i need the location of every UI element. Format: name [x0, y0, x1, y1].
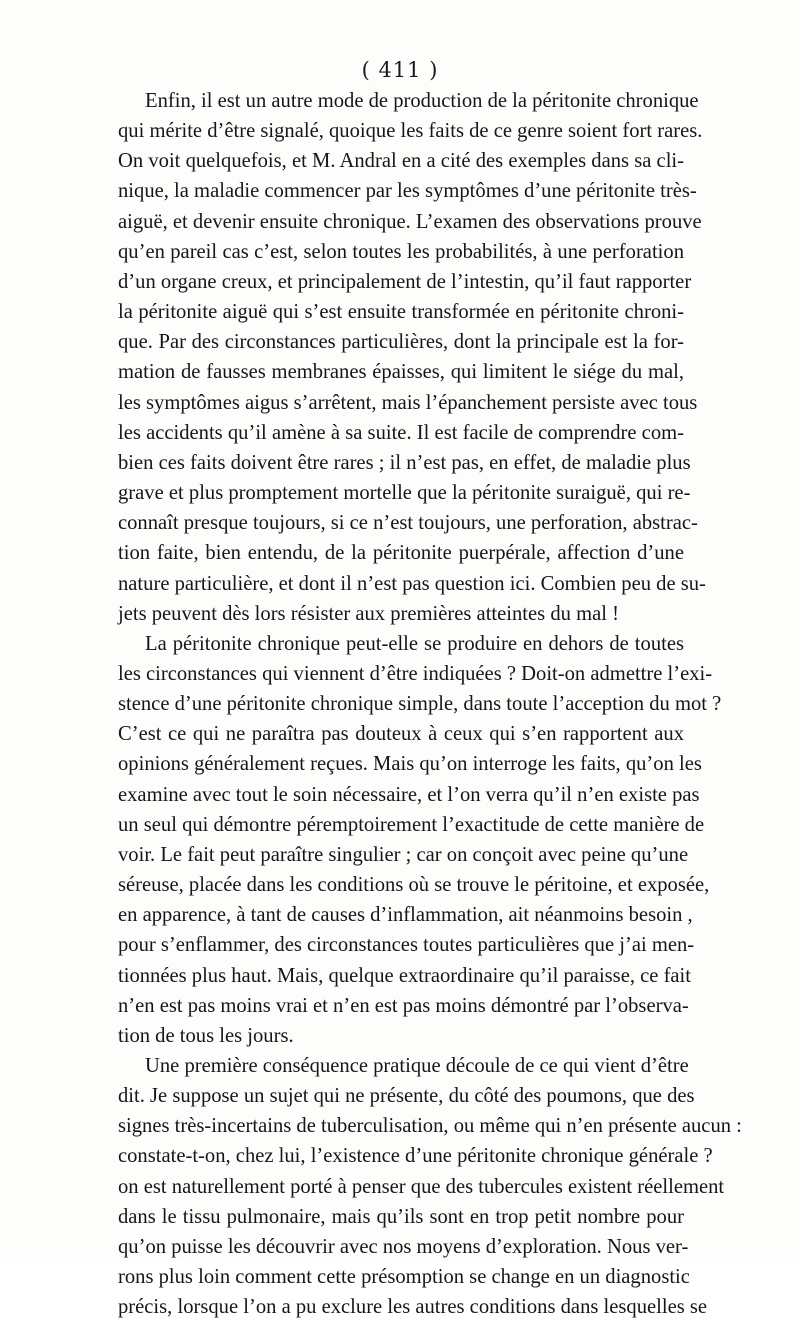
text-line: Enfin, il est un autre mode de production de la péritonite chronique — [145, 90, 699, 112]
text-line: signes très-incertains de tuberculisation, ou même qui n’en présente aucun : — [118, 1115, 742, 1138]
text-line: nique, la maladie commencer par les symptômes d’une péritonite très- — [118, 180, 697, 203]
text-line: On voit quelquefois, et M. Andral en a cité des exemples dans sa cli- — [118, 150, 684, 173]
text-line: tion faite, bien entendu, de la péritonite puerpérale, affection d’une — [118, 542, 684, 565]
text-line: tionnées plus haut. Mais, quelque extraordinaire qu’il paraisse, ce fait — [118, 964, 692, 987]
text-line: d’un organe creux, et principalement de l’intestin, qu’il faut rapporter — [118, 270, 692, 293]
paragraph-3 — [118, 1051, 742, 1322]
text-line: que. Par des circonstances particulières, dont la principale est la for- — [118, 331, 684, 354]
text-line: jets peuvent dès lors résister aux premières atteintes du mal ! — [118, 602, 619, 625]
text-line: voir. Le fait peut paraître singulier ; car on conçoit avec peine qu’une — [118, 843, 689, 866]
text-line: qu’on puisse les découvrir avec nos moyens d’exploration. Nous ver- — [118, 1235, 689, 1258]
text-line: La péritonite chronique peut-elle se produire en dehors de toutes — [145, 632, 684, 655]
text-line: mation de fausses membranes épaisses, qui limitent le siége du mal, — [118, 361, 684, 384]
text-line: tion de tous les jours. — [118, 1024, 294, 1047]
text-line: séreuse, placée dans les conditions où se trouve le péritoine, et exposée, — [118, 874, 710, 897]
text-line: pour s’enflammer, des circonstances toutes particulières que j’ai men- — [118, 934, 695, 957]
text-line: nature particulière, et dont il n’est pas question ici. Combien peu de su- — [118, 572, 706, 595]
text-line: connaît presque toujours, si ce n’est toujours, une perforation, abstrac- — [118, 512, 698, 535]
page-number: ( 411 ) — [361, 58, 439, 82]
text-line: qu’en pareil cas c’est, selon toutes les probabilités, à une perforation — [118, 240, 684, 263]
body-text — [118, 86, 742, 1322]
text-line: un seul qui démontre péremptoirement l’exactitude de cette manière de — [118, 813, 705, 836]
text-line: en apparence, à tant de causes d’inflammation, ait néanmoins besoin , — [118, 904, 693, 927]
text-line: précis, lorsque l’on a pu exclure les autres conditions dans lesquelles se — [118, 1296, 708, 1319]
text-line: grave et plus promptement mortelle que la péritonite suraiguë, qui re- — [118, 482, 691, 505]
text-line: les accidents qu’il amène à sa suite. Il est facile de comprendre com- — [118, 421, 684, 444]
text-line: examine avec tout le soin nécessaire, et l’on verra qu’il n’en existe pas — [118, 783, 700, 806]
text-line: les circonstances qui viennent d’être indiquées ? Doit-on admettre l’exi- — [118, 662, 713, 685]
text-line: C’est ce qui ne paraîtra pas douteux à ceux qui s’en rapportent aux — [118, 723, 684, 746]
paragraph-2 — [118, 629, 722, 1051]
text-line: qui mérite d’être signalé, quoique les faits de ce genre soient fort rares. — [118, 120, 703, 143]
text-line: opinions généralement reçues. Mais qu’on interroge les faits, qu’on les — [118, 753, 702, 776]
text-line: les symptômes aigus s’arrêtent, mais l’épanchement persiste avec tous — [118, 391, 698, 414]
text-line: dans le tissu pulmonaire, mais qu’ils sont en trop petit nombre pour — [118, 1205, 684, 1228]
paragraph-1 — [118, 86, 706, 629]
text-line: aiguë, et devenir ensuite chronique. L’examen des observations prouve — [118, 210, 702, 233]
text-line: la péritonite aiguë qui s’est ensuite transformée en péritonite chroni- — [118, 301, 684, 324]
text-line: on est naturellement porté à penser que des tubercules existent réellement — [118, 1175, 725, 1198]
text-line: stence d’une péritonite chronique simple, dans toute l’acception du mot ? — [118, 693, 722, 716]
text-line: n’en est pas moins vrai et n’en est pas moins démontré par l’observa- — [118, 994, 689, 1017]
text-line: rons plus loin comment cette présomption se change en un diagnostic — [118, 1266, 690, 1289]
text-line: constate-t-on, chez lui, l’existence d’une péritonite chronique générale ? — [118, 1145, 713, 1168]
text-line: dit. Je suppose un sujet qui ne présente, du côté des poumons, que des — [118, 1085, 695, 1108]
text-line: Une première conséquence pratique découle de ce qui vient d’être — [145, 1055, 689, 1077]
text-line: bien ces faits doivent être rares ; il n’est pas, en effet, de maladie plus — [118, 451, 691, 474]
